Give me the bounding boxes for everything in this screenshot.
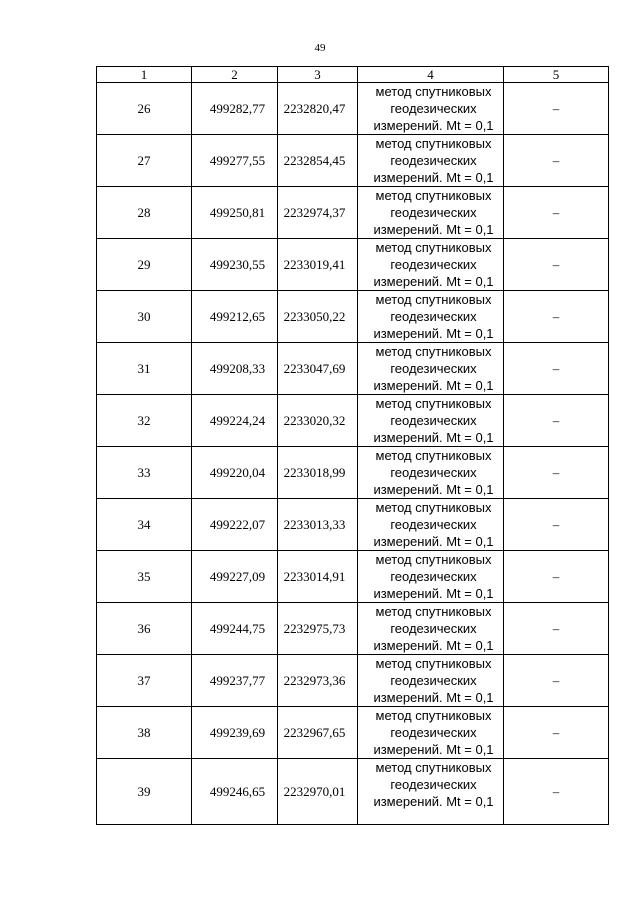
method-cell: метод спутниковых геодезических измерений. Mt = 0,1 [358,707,504,759]
y-coordinate-cell: 2232974,37 [278,187,358,239]
method-cell: метод спутниковых геодезических измерений. Mt = 0,1 [358,551,504,603]
y-coordinate-cell: 2233013,33 [278,499,358,551]
note-cell: – [504,759,609,825]
note-cell: – [504,707,609,759]
note-cell: – [504,499,609,551]
table-row [97,447,609,499]
page-number: 49 [314,42,326,54]
y-coordinate-cell: 2233019,41 [278,239,358,291]
method-cell: метод спутниковых геодезических измерений. Mt = 0,1 [358,343,504,395]
point-number-cell: 35 [97,551,192,603]
header-cell: 2 [192,67,278,83]
y-coordinate-cell: 2233014,91 [278,551,358,603]
x-coordinate-cell: 499224,24 [192,395,278,447]
x-coordinate-cell: 499244,75 [192,603,278,655]
y-coordinate-cell: 2233047,69 [278,343,358,395]
note-cell: – [504,83,609,135]
point-number-cell: 27 [97,135,192,187]
x-coordinate-cell: 499237,77 [192,655,278,707]
point-number-cell: 29 [97,239,192,291]
x-coordinate-cell: 499222,07 [192,499,278,551]
method-cell: метод спутниковых геодезических измерений. Mt = 0,1 [358,239,504,291]
method-cell: метод спутниковых геодезических измерений. Mt = 0,1 [358,655,504,707]
table-row [97,395,609,447]
table-row [97,239,609,291]
table-row [97,759,609,825]
note-cell: – [504,603,609,655]
point-number-cell: 30 [97,291,192,343]
table-row [97,655,609,707]
method-cell: метод спутниковых геодезических измерений. Mt = 0,1 [358,395,504,447]
method-cell: метод спутниковых геодезических измерений. Mt = 0,1 [358,603,504,655]
method-cell: метод спутниковых геодезических измерений. Mt = 0,1 [358,83,504,135]
y-coordinate-cell: 2233050,22 [278,291,358,343]
header-cell: 3 [278,67,358,83]
note-cell: – [504,551,609,603]
y-coordinate-cell: 2232967,65 [278,707,358,759]
table-row [97,707,609,759]
x-coordinate-cell: 499212,65 [192,291,278,343]
x-coordinate-cell: 499246,65 [192,759,278,825]
point-number-cell: 32 [97,395,192,447]
note-cell: – [504,187,609,239]
table-row [97,83,609,135]
method-cell: метод спутниковых геодезических измерений. Mt = 0,1 [358,291,504,343]
y-coordinate-cell: 2233018,99 [278,447,358,499]
point-number-cell: 38 [97,707,192,759]
header-cell: 4 [358,67,504,83]
y-coordinate-cell: 2233020,32 [278,395,358,447]
x-coordinate-cell: 499220,04 [192,447,278,499]
header-row [97,67,609,83]
table-row [97,603,609,655]
x-coordinate-cell: 499239,69 [192,707,278,759]
y-coordinate-cell: 2232854,45 [278,135,358,187]
point-number-cell: 31 [97,343,192,395]
table-row [97,551,609,603]
x-coordinate-cell: 499277,55 [192,135,278,187]
point-number-cell: 33 [97,447,192,499]
point-number-cell: 34 [97,499,192,551]
y-coordinate-cell: 2232973,36 [278,655,358,707]
header-cell: 1 [97,67,192,83]
method-cell: метод спутниковых геодезических измерений. Mt = 0,1 [358,187,504,239]
method-cell: метод спутниковых геодезических измерений. Mt = 0,1 [358,499,504,551]
x-coordinate-cell: 499208,33 [192,343,278,395]
note-cell: – [504,343,609,395]
y-coordinate-cell: 2232970,01 [278,759,358,825]
x-coordinate-cell: 499282,77 [192,83,278,135]
header-cell: 5 [504,67,609,83]
note-cell: – [504,655,609,707]
x-coordinate-cell: 499250,81 [192,187,278,239]
coordinates-table [96,66,609,825]
note-cell: – [504,447,609,499]
table-row [97,499,609,551]
table-row [97,291,609,343]
table-row [97,343,609,395]
table-row [97,135,609,187]
note-cell: – [504,135,609,187]
note-cell: – [504,395,609,447]
x-coordinate-cell: 499227,09 [192,551,278,603]
method-cell: метод спутниковых геодезических измерений. Mt = 0,1 [358,759,504,825]
x-coordinate-cell: 499230,55 [192,239,278,291]
y-coordinate-cell: 2232975,73 [278,603,358,655]
point-number-cell: 36 [97,603,192,655]
note-cell: – [504,239,609,291]
point-number-cell: 39 [97,759,192,825]
table-row [97,187,609,239]
method-cell: метод спутниковых геодезических измерений. Mt = 0,1 [358,135,504,187]
point-number-cell: 37 [97,655,192,707]
point-number-cell: 28 [97,187,192,239]
y-coordinate-cell: 2232820,47 [278,83,358,135]
point-number-cell: 26 [97,83,192,135]
note-cell: – [504,291,609,343]
method-cell: метод спутниковых геодезических измерений. Mt = 0,1 [358,447,504,499]
